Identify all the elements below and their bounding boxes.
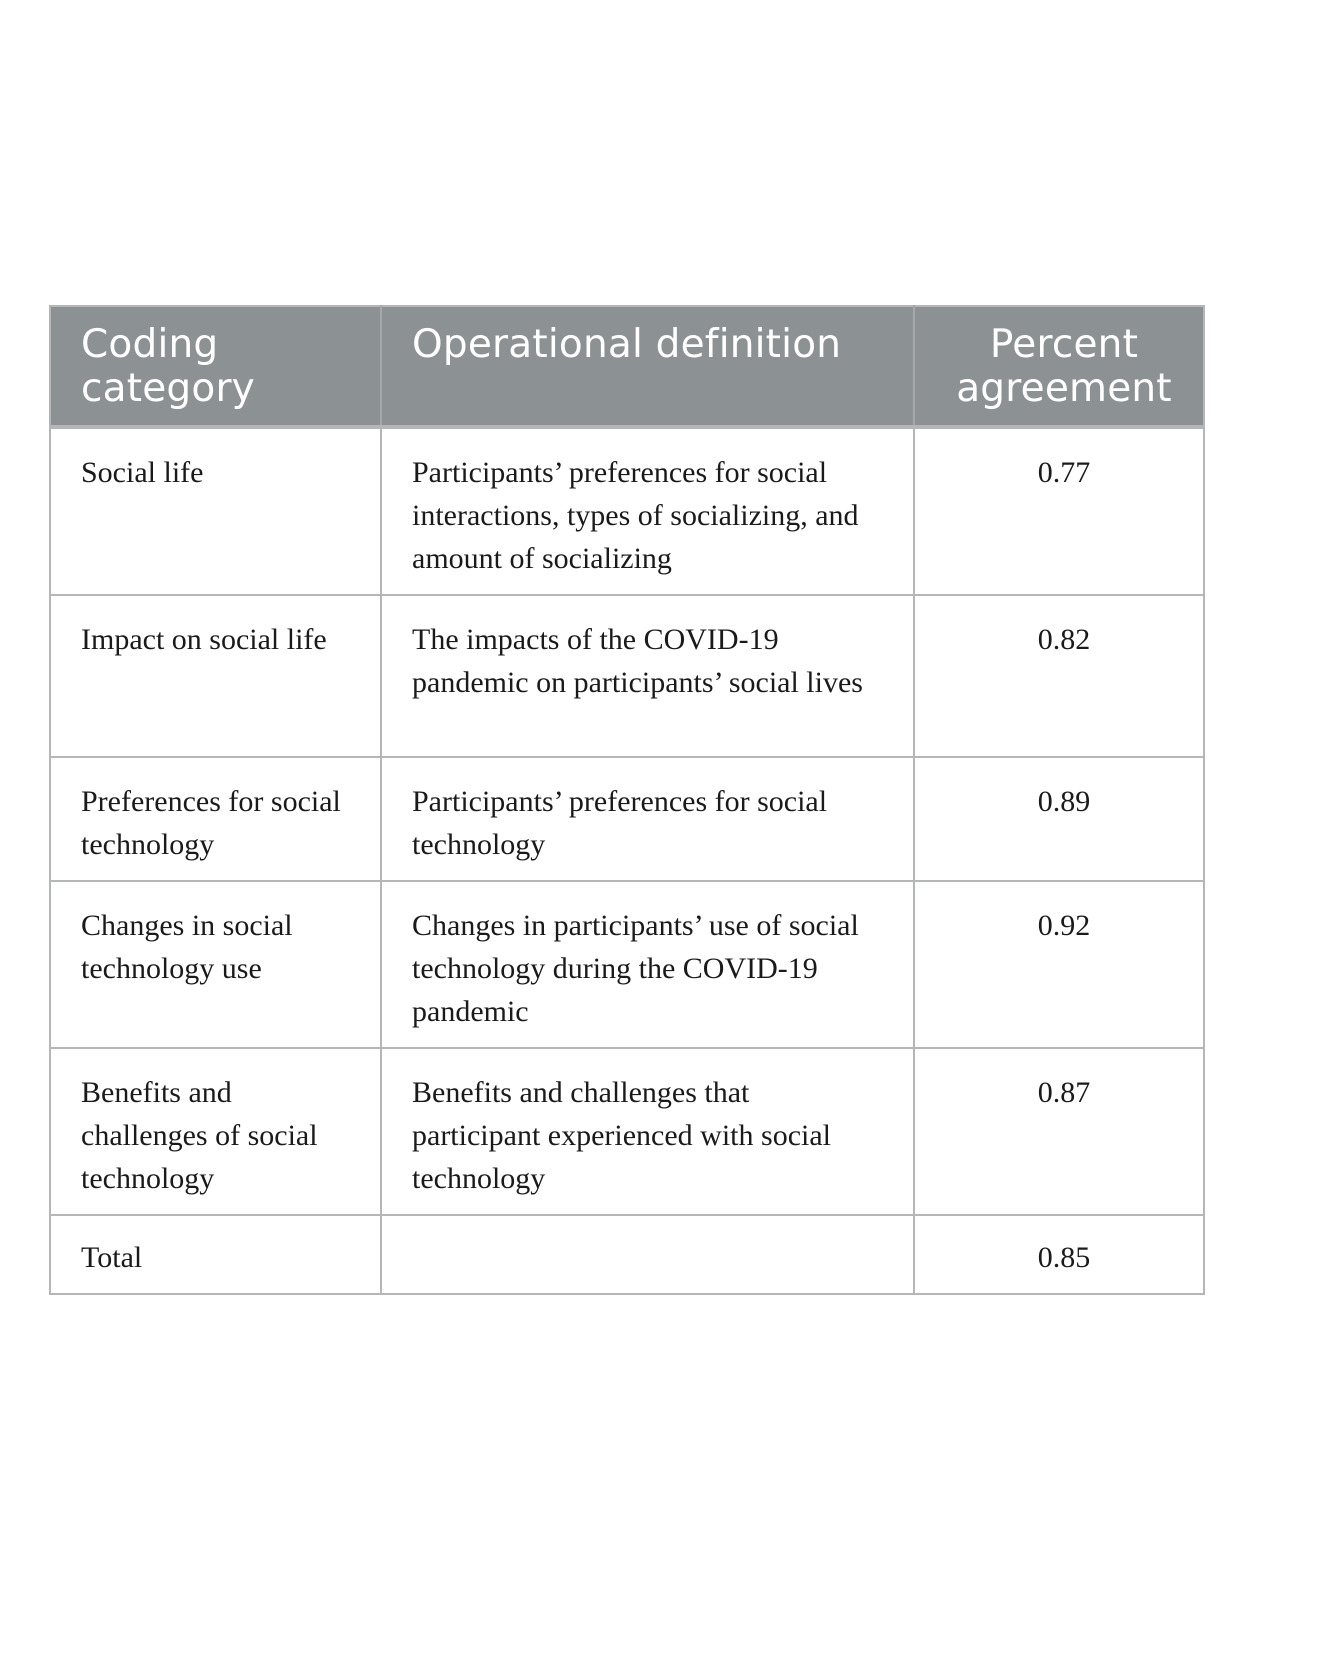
table-row (50, 427, 1204, 595)
cell-category: Impact on social life (50, 595, 381, 757)
table-row (50, 881, 1204, 1048)
cell-definition: Changes in participants’ use of social technology during the COVID-19 pandemic (381, 881, 914, 1048)
cell-definition: Benefits and challenges that participant experienced with social technology (381, 1048, 914, 1215)
cell-definition: The impacts of the COVID-19 pandemic on participants’ social lives (381, 595, 914, 757)
coding-agreement-table (49, 305, 1205, 1295)
header-coding-category: Coding category (50, 306, 381, 427)
cell-category-total: Total (50, 1215, 381, 1294)
cell-definition: Participants’ preferences for social technology (381, 757, 914, 881)
cell-definition-empty (381, 1215, 914, 1294)
cell-category: Preferences for social technology (50, 757, 381, 881)
header-percent-agreement: Percent agreement (914, 306, 1204, 427)
header-row (50, 306, 1204, 427)
table-row (50, 757, 1204, 881)
total-row (50, 1215, 1204, 1294)
cell-category: Changes in social technology use (50, 881, 381, 1048)
cell-agreement: 0.89 (914, 757, 1204, 881)
coding-agreement-table-container (49, 305, 1203, 1295)
cell-category: Benefits and challenges of social technology (50, 1048, 381, 1215)
cell-agreement: 0.92 (914, 881, 1204, 1048)
cell-category: Social life (50, 427, 381, 595)
cell-agreement: 0.82 (914, 595, 1204, 757)
cell-agreement: 0.77 (914, 427, 1204, 595)
table-row (50, 595, 1204, 757)
table-row (50, 1048, 1204, 1215)
table-body (50, 427, 1204, 1294)
cell-definition: Participants’ preferences for social interactions, types of socializing, and amount of socializing (381, 427, 914, 595)
table-header (50, 306, 1204, 427)
cell-agreement: 0.87 (914, 1048, 1204, 1215)
cell-agreement-total: 0.85 (914, 1215, 1204, 1294)
header-operational-definition: Operational definition (381, 306, 914, 427)
